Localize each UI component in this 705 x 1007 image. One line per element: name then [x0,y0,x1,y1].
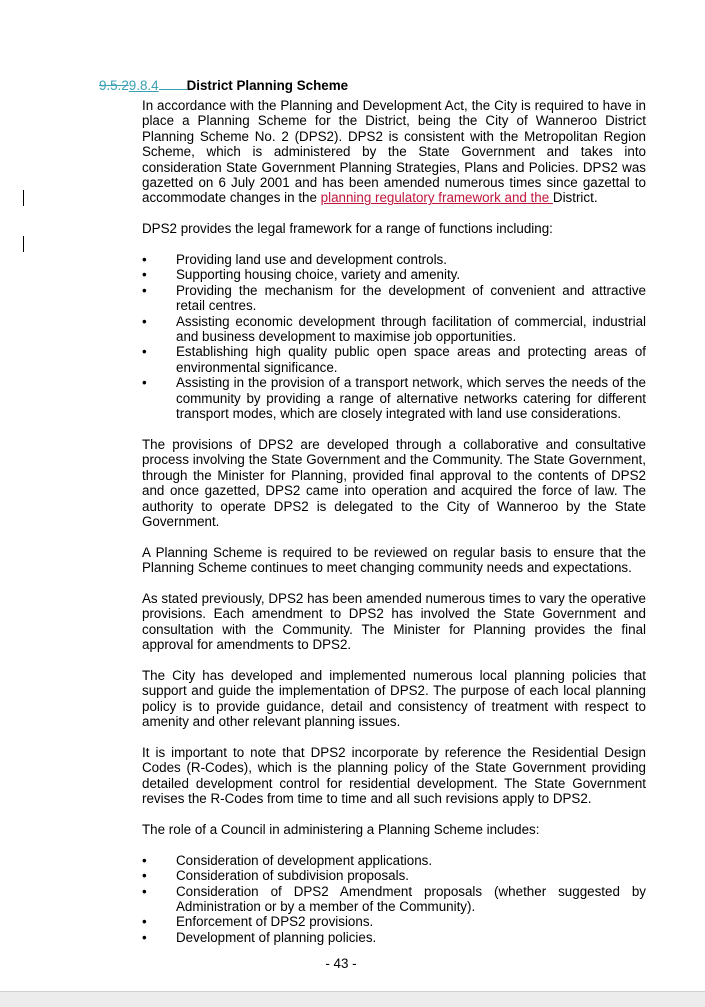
list-item: • Establishing high quality public open space areas and protecting areas of environmental significance. [142,344,646,375]
inserted-section-number: 9.8.4 [128,78,159,93]
intro-text-end: District. [552,190,598,206]
list-item: • Supporting housing choice, variety and amenity. [142,267,461,283]
list-item: • Assisting in the provision of a transport network, which serves the needs of the community by providing a range of alternative networks catering for different transport modes, which are closely integrated with land use considerations. [142,375,646,422]
list-item: • Consideration of development applications. [142,852,433,868]
section-heading [99,77,348,94]
tab-underline [159,77,187,90]
functions-list [142,252,646,421]
bullet-icon: • [142,313,147,329]
section-title: District Planning Scheme [186,78,349,93]
bullet-icon: • [142,344,147,360]
list-item: • Consideration of subdivision proposals. [142,868,409,884]
paragraph: It is important to note that DPS2 incorporate by reference the Residential Design Codes (R-Codes), which is the planning policy of the State Government providing detailed development control for residential development. The State Government revises the R-Codes from time to time and all such revisions apply to DPS2. [142,744,646,807]
list-item: • Enforcement of DPS2 provisions. [142,914,374,930]
paragraph: The role of a Council in administering a Planning Scheme includes: [142,821,540,837]
paragraph: The City has developed and implemented numerous local planning policies that support and guide the implementation of DPS2. The purpose of each local planning policy is to provide guidance, detail and consistency of treatment with respect to amenity and other relevant planning issues. [142,667,646,730]
paragraph: A Planning Scheme is required to be reviewed on regular basis to ensure that the Planning Scheme continues to meet changing community needs and expectations. [142,544,646,576]
functions-intro: DPS2 provides the legal framework for a range of functions including: [142,221,553,237]
list-item: • Development of planning policies. [142,929,377,945]
list-item: • Providing the mechanism for the development of convenient and attractive retail centres. [142,282,646,314]
bullet-icon: • [142,883,147,899]
bullet-icon: • [142,252,147,268]
paragraph: The provisions of DPS2 are developed through a collaborative and consultative process involving the State Government and the Community. The State Government, through the Minister for Planning, provided final approval to the contents of DPS2 and once gazetted, DPS2 came into operation and acquired the force of law. The authority to operate DPS2 is delegated to the City of Wanneroo by the State Government. [142,436,646,529]
bullet-icon: • [142,282,147,298]
bullet-icon: • [142,267,147,283]
change-bar [23,236,24,252]
bullet-icon: • [142,852,147,868]
tracked-insertion: planning regulatory framework and the [320,190,553,206]
list-item: • Consideration of DPS2 Amendment proposals (whether suggested by Administration or by a member of the Community). [142,883,646,914]
council-roles-list [142,853,646,945]
paragraph: As stated previously, DPS2 has been amended numerous times to vary the operative provisions. Each amendment to DPS2 has involved the State Government and consultation with the Community. The Minister for Planning provides the final approval for amendments to DPS2. [142,590,646,653]
change-bar [23,190,24,206]
list-item: • Providing land use and development controls. [142,252,447,268]
intro-paragraph [142,98,646,206]
list-item: • Assisting economic development through facilitation of commercial, industrial and business development to maximise job opportunities. [142,313,646,345]
page-edge [0,991,705,1007]
bullet-icon: • [142,375,147,391]
page-number: - 43 - [325,956,357,971]
deleted-section-number: 9.5.2 [99,78,129,93]
intro-text: In accordance with the Planning and Development Act, the City is required to have in place a Planning Scheme for the District, being the City of Wanneroo District Planning Scheme No. 2 (DPS2). DPS2 is consistent with the Metropolitan Region Scheme, which is administered by the State Government and takes into consideration State Government Planning Strategies, Plans and Policies. DPS2 was gazetted on 6 July 2001 and has been amended numerous times since gazettal to accommodate changes in the [142,98,646,206]
bullet-icon: • [142,868,147,884]
document-body [142,98,646,945]
bullet-icon: • [142,914,147,930]
bullet-icon: • [142,929,147,945]
